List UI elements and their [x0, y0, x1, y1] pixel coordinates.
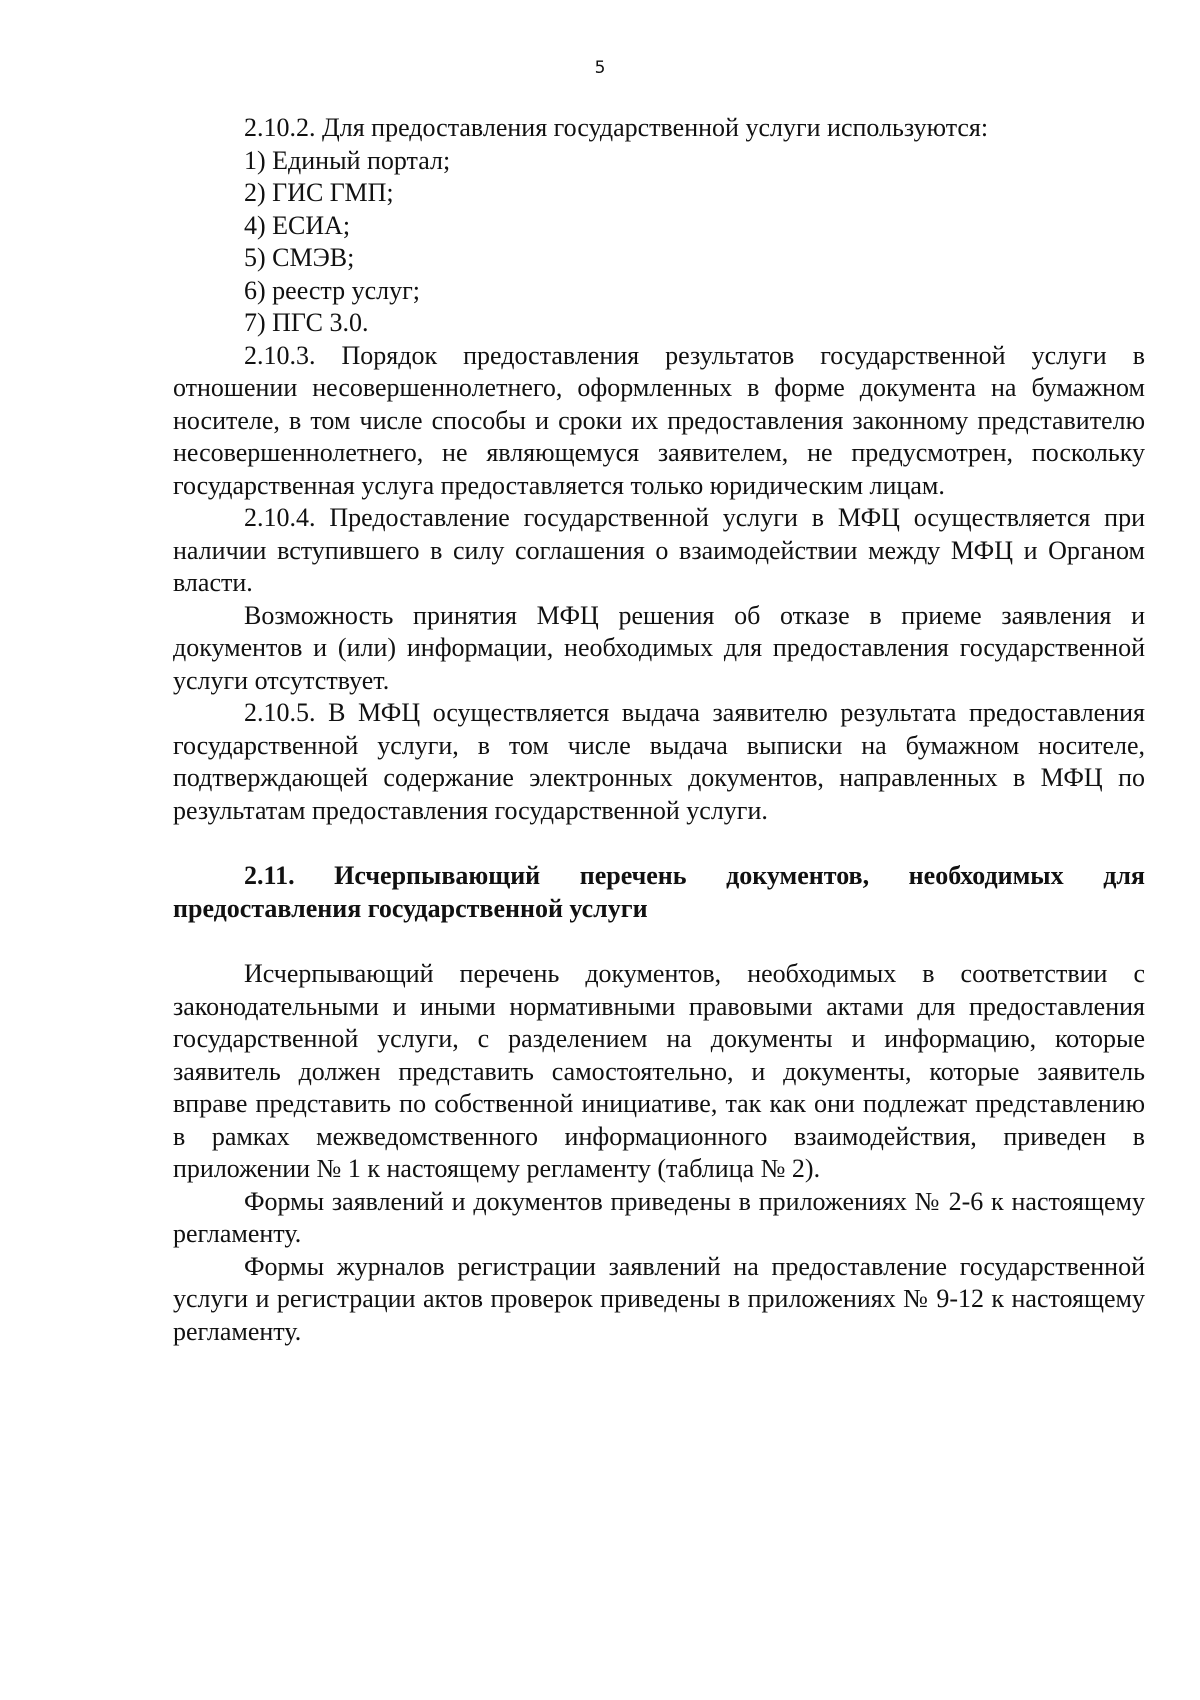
list-item: 7) ПГС 3.0.: [244, 308, 369, 337]
section-2-10-4-paragraph: 2.10.4. Предоставление государственной услуги в МФЦ осуществляется при наличии вступившего в силу соглашения о взаимодействии между МФЦ и Органом власти.: [173, 503, 1145, 597]
list-item: 2) ГИС ГМП;: [244, 178, 394, 207]
section-2-10-5-paragraph: 2.10.5. В МФЦ осуществляется выдача заявителю результата предоставления государственной услуги, в том числе выдача выписки на бумажном носителе, подтверждающей содержание электронных документов, направленных в МФЦ по результатам предоставления государственной услуги.: [173, 698, 1145, 825]
section-2-10-3-paragraph: 2.10.3. Порядок предоставления результатов государственной услуги в отношении несовершеннолетнего, оформленных в форме документа на бумажном носителе, в том числе способы и сроки их предоставления законному представителю несовершеннолетнего, не являющемуся заявителем, не предусмотрен, поскольку государственная услуга предоставляется только юридическим лицам.: [173, 340, 1145, 500]
section-2-11-heading: 2.11. Исчерпывающий перечень документов, необходимых для предоставления государственной услуги: [173, 861, 1145, 923]
journal-forms-paragraph: Формы журналов регистрации заявлений на предоставление государственной услуги и регистрации актов проверок приведены в приложениях № 9-12 к настоящему регламенту.: [173, 1251, 1145, 1346]
application-forms-paragraph: Формы заявлений и документов приведены в приложениях № 2-6 к настоящему регламенту.: [173, 1186, 1145, 1248]
list-item: 1) Единый портал;: [244, 145, 451, 175]
list-item: 5) СМЭВ;: [244, 243, 355, 272]
section-2-10-2-intro: 2.10.2. Для предоставления государственной услуги используются:: [244, 113, 989, 142]
documents-list-paragraph: Исчерпывающий перечень документов, необходимых в соответствии с законодательными и иными нормативными правовыми актами для предоставления государственной услуги, с разделением на документы и информацию, которые заявитель должен представить самостоятельно, и документы, которые заявитель вправе представить по собственной инициативе, так как они подлежат представлению в рамках межведомственного информационного взаимодействия, приведен в приложении № 1 к настоящему регламенту (таблица № 2).: [173, 959, 1145, 1183]
mfc-refusal-paragraph: Возможность принятия МФЦ решения об отказе в приеме заявления и документов и (или) информации, необходимых для предоставления государственной услуги отсутствует.: [173, 600, 1145, 695]
list-item: 4) ЕСИА;: [244, 210, 351, 240]
list-item: 6) реестр услуг;: [244, 275, 421, 305]
page-number: 5: [594, 58, 606, 78]
document-body: [173, 112, 1145, 1348]
